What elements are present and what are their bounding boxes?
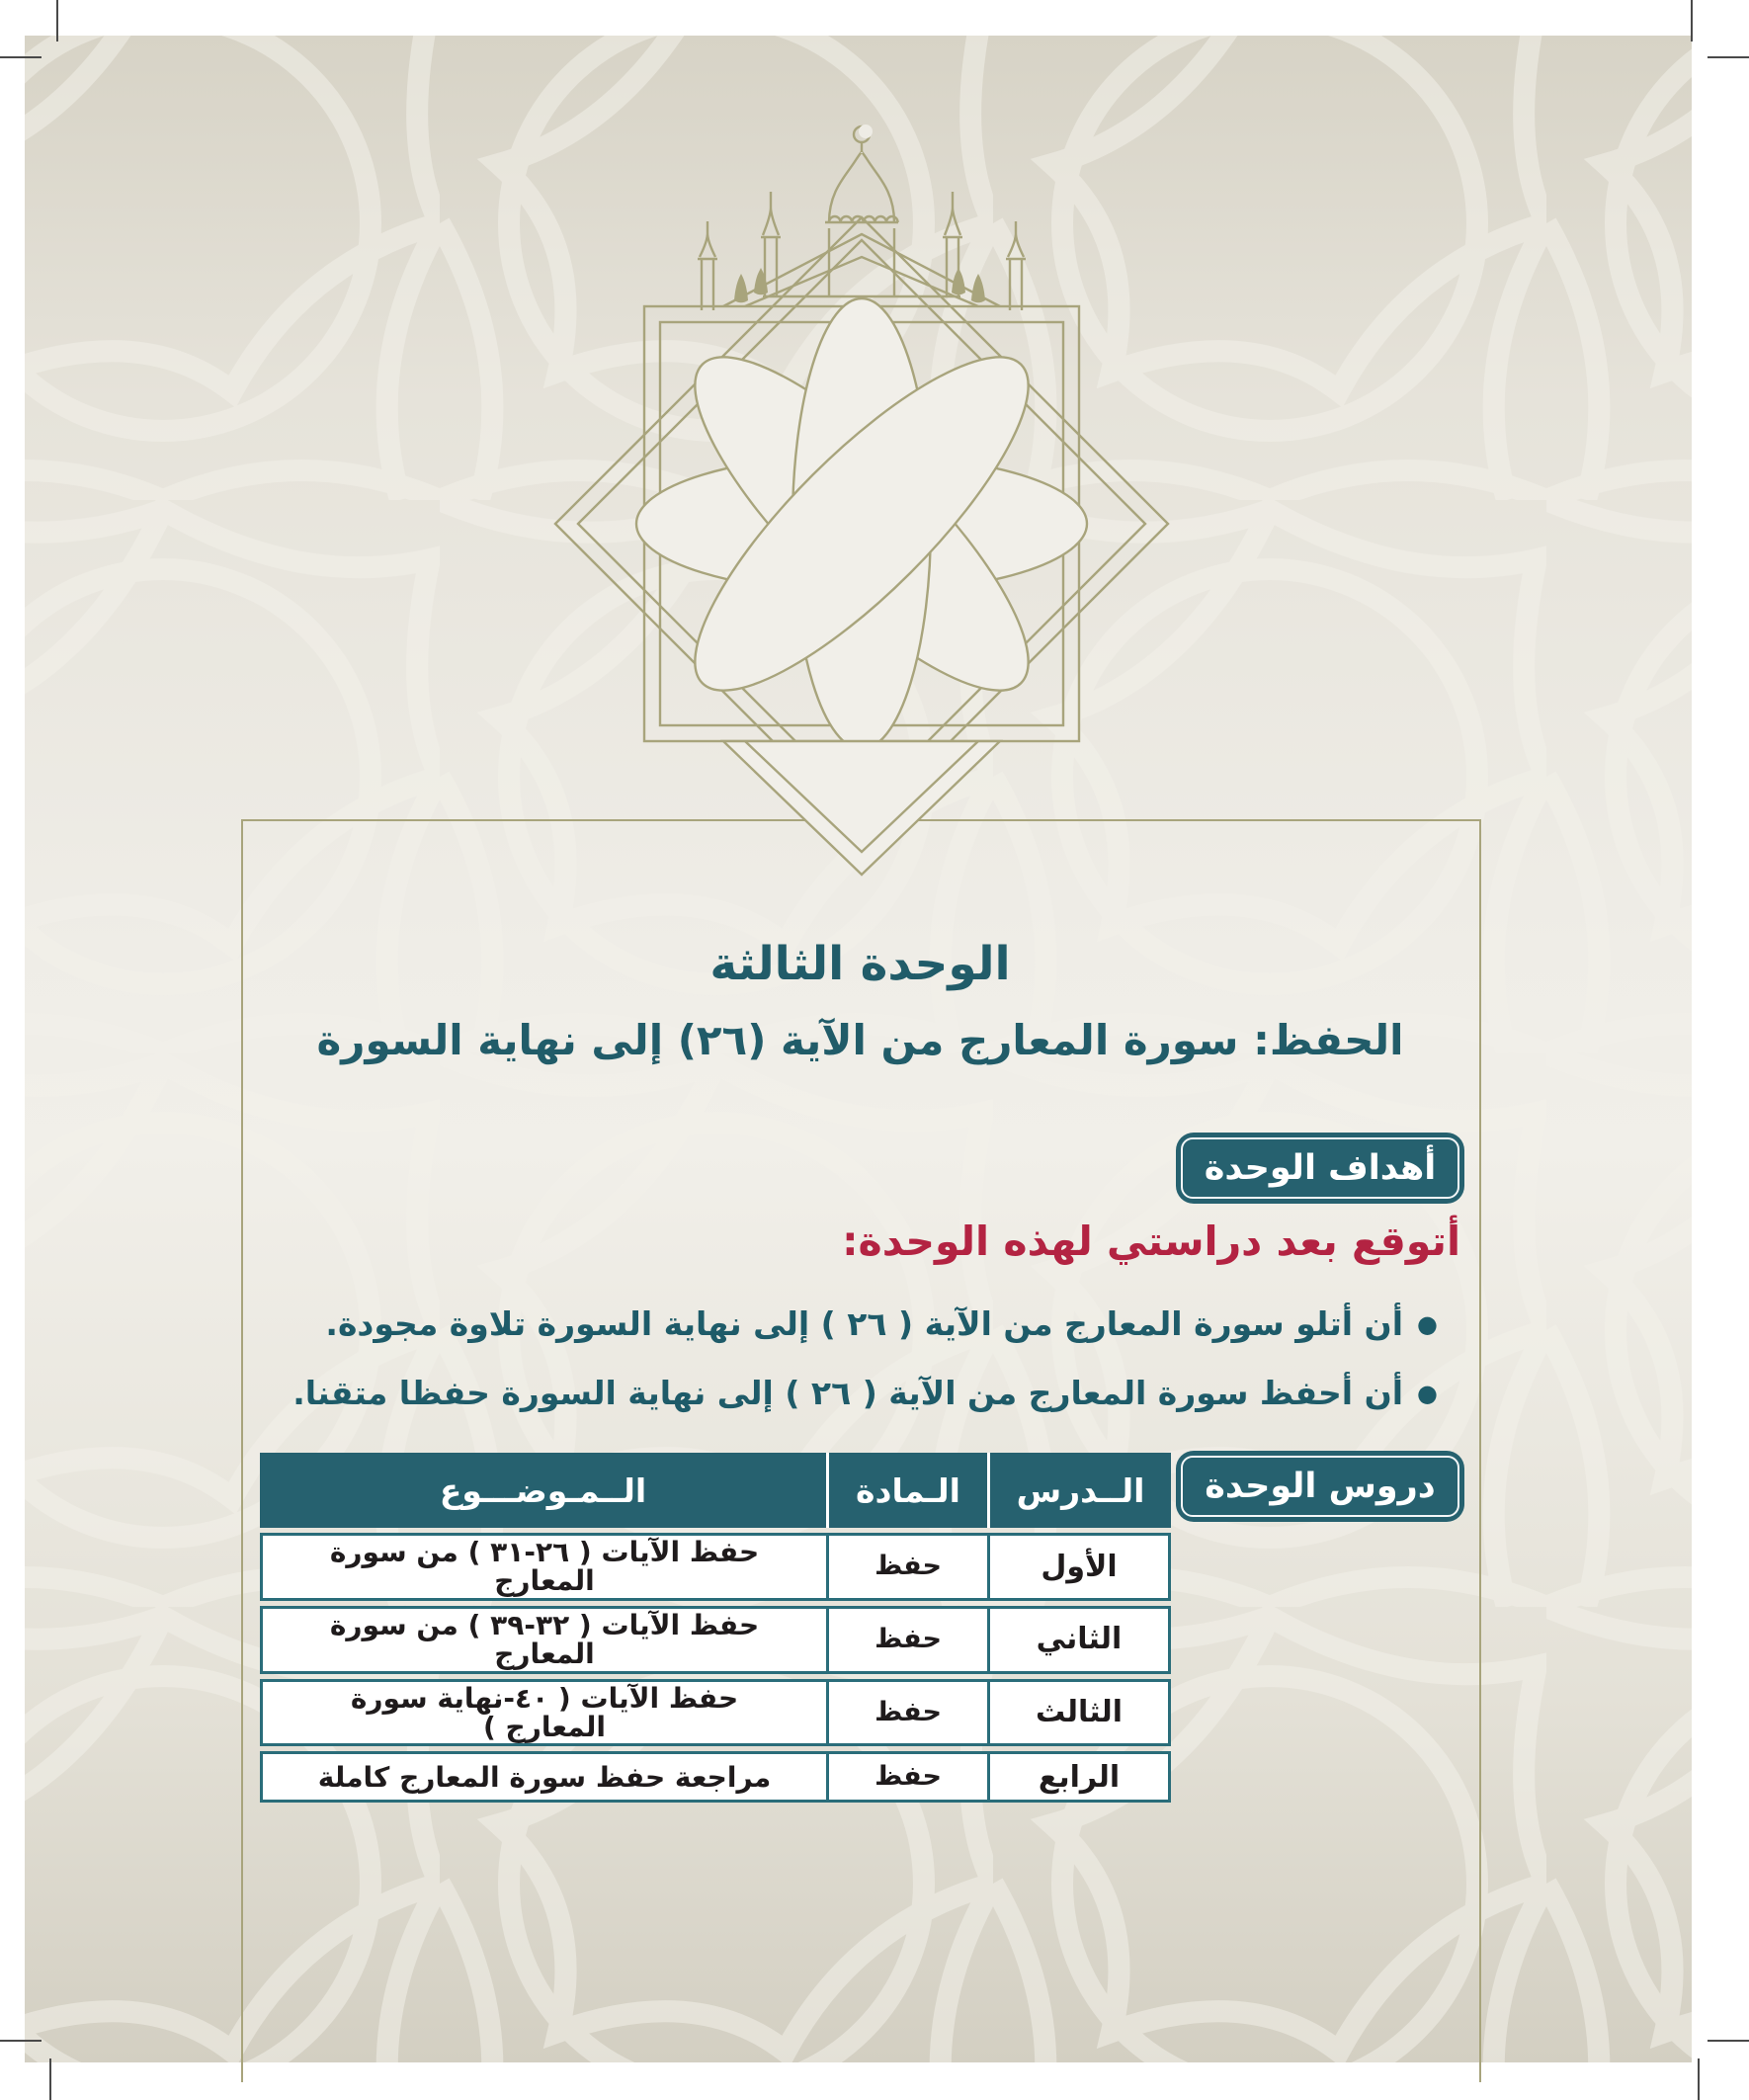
objectives-intro: أتوقع بعد دراستي لهذه الوحدة: [842, 1218, 1460, 1265]
bullet-icon: ● [1417, 1380, 1438, 1407]
crop-mark-top-right-v [1691, 0, 1693, 42]
rosette-ornament [511, 89, 1212, 880]
crop-mark-top-left-h [0, 56, 42, 58]
header-cell-subject: الـمادة [826, 1453, 990, 1528]
table-row [260, 1533, 1171, 1601]
cell-lesson: الرابع [990, 1751, 1171, 1803]
unit-lessons-badge-label: دروس الوحدة [1205, 1467, 1436, 1506]
lessons-table-header [260, 1453, 1171, 1528]
crop-mark-bottom-right-v [1698, 2058, 1700, 2100]
cell-topic: حفظ الآيات ( ٣٢-٣٩ ) من سورة المعارج [260, 1606, 826, 1674]
unit-objectives-badge-label: أهداف الوحدة [1204, 1148, 1437, 1188]
bullet-icon: ● [1417, 1310, 1438, 1338]
crop-mark-bottom-left-h [0, 2040, 42, 2042]
objective-text: أن أتلو سورة المعارج من الآية ( ٢٦ ) إلى نهاية السورة تلاوة مجودة. [325, 1304, 1404, 1343]
header-cell-lesson: الــدرس [1016, 1470, 1145, 1510]
table-row [260, 1751, 1171, 1803]
cell-topic: مراجعة حفظ سورة المعارج كاملة [260, 1751, 826, 1803]
objective-item [325, 1304, 1438, 1344]
header-cell-topic: الــمـوضـــوع [439, 1470, 647, 1510]
crop-mark-top-left-v [56, 0, 58, 42]
lessons-table [260, 1453, 1171, 1803]
cell-subject: حفظ [826, 1533, 990, 1601]
cell-topic: حفظ الآيات ( ٤٠-نهاية سورة المعارج ) [260, 1679, 826, 1747]
cell-lesson: الثالث [990, 1679, 1171, 1747]
crop-mark-top-right-h [1707, 56, 1749, 58]
unit-title: الوحدة الثالثة [709, 937, 1011, 991]
cell-subject: حفظ [826, 1751, 990, 1803]
table-row [260, 1679, 1171, 1747]
crop-mark-bottom-left-v [49, 2058, 51, 2100]
objective-text: أن أحفظ سورة المعارج من الآية ( ٢٦ ) إلى نهاية السورة حفظا متقنا. [292, 1374, 1404, 1412]
cell-lesson: الأول [990, 1533, 1171, 1601]
unit-lessons-badge [1176, 1451, 1464, 1522]
objectives-list [292, 1304, 1438, 1443]
crop-mark-bottom-right-h [1707, 2040, 1749, 2042]
cell-subject: حفظ [826, 1679, 990, 1747]
table-row [260, 1606, 1171, 1674]
cell-subject: حفظ [826, 1606, 990, 1674]
objective-item [292, 1374, 1438, 1413]
unit-objectives-badge [1176, 1133, 1464, 1204]
unit-subtitle: الحفظ: سورة المعارج من الآية (٢٦) إلى نهاية السورة [316, 1016, 1404, 1064]
cell-lesson: الثاني [990, 1606, 1171, 1674]
cell-topic: حفظ الآيات ( ٢٦-٣١ ) من سورة المعارج [260, 1533, 826, 1601]
rosette-geometry [555, 217, 1168, 875]
